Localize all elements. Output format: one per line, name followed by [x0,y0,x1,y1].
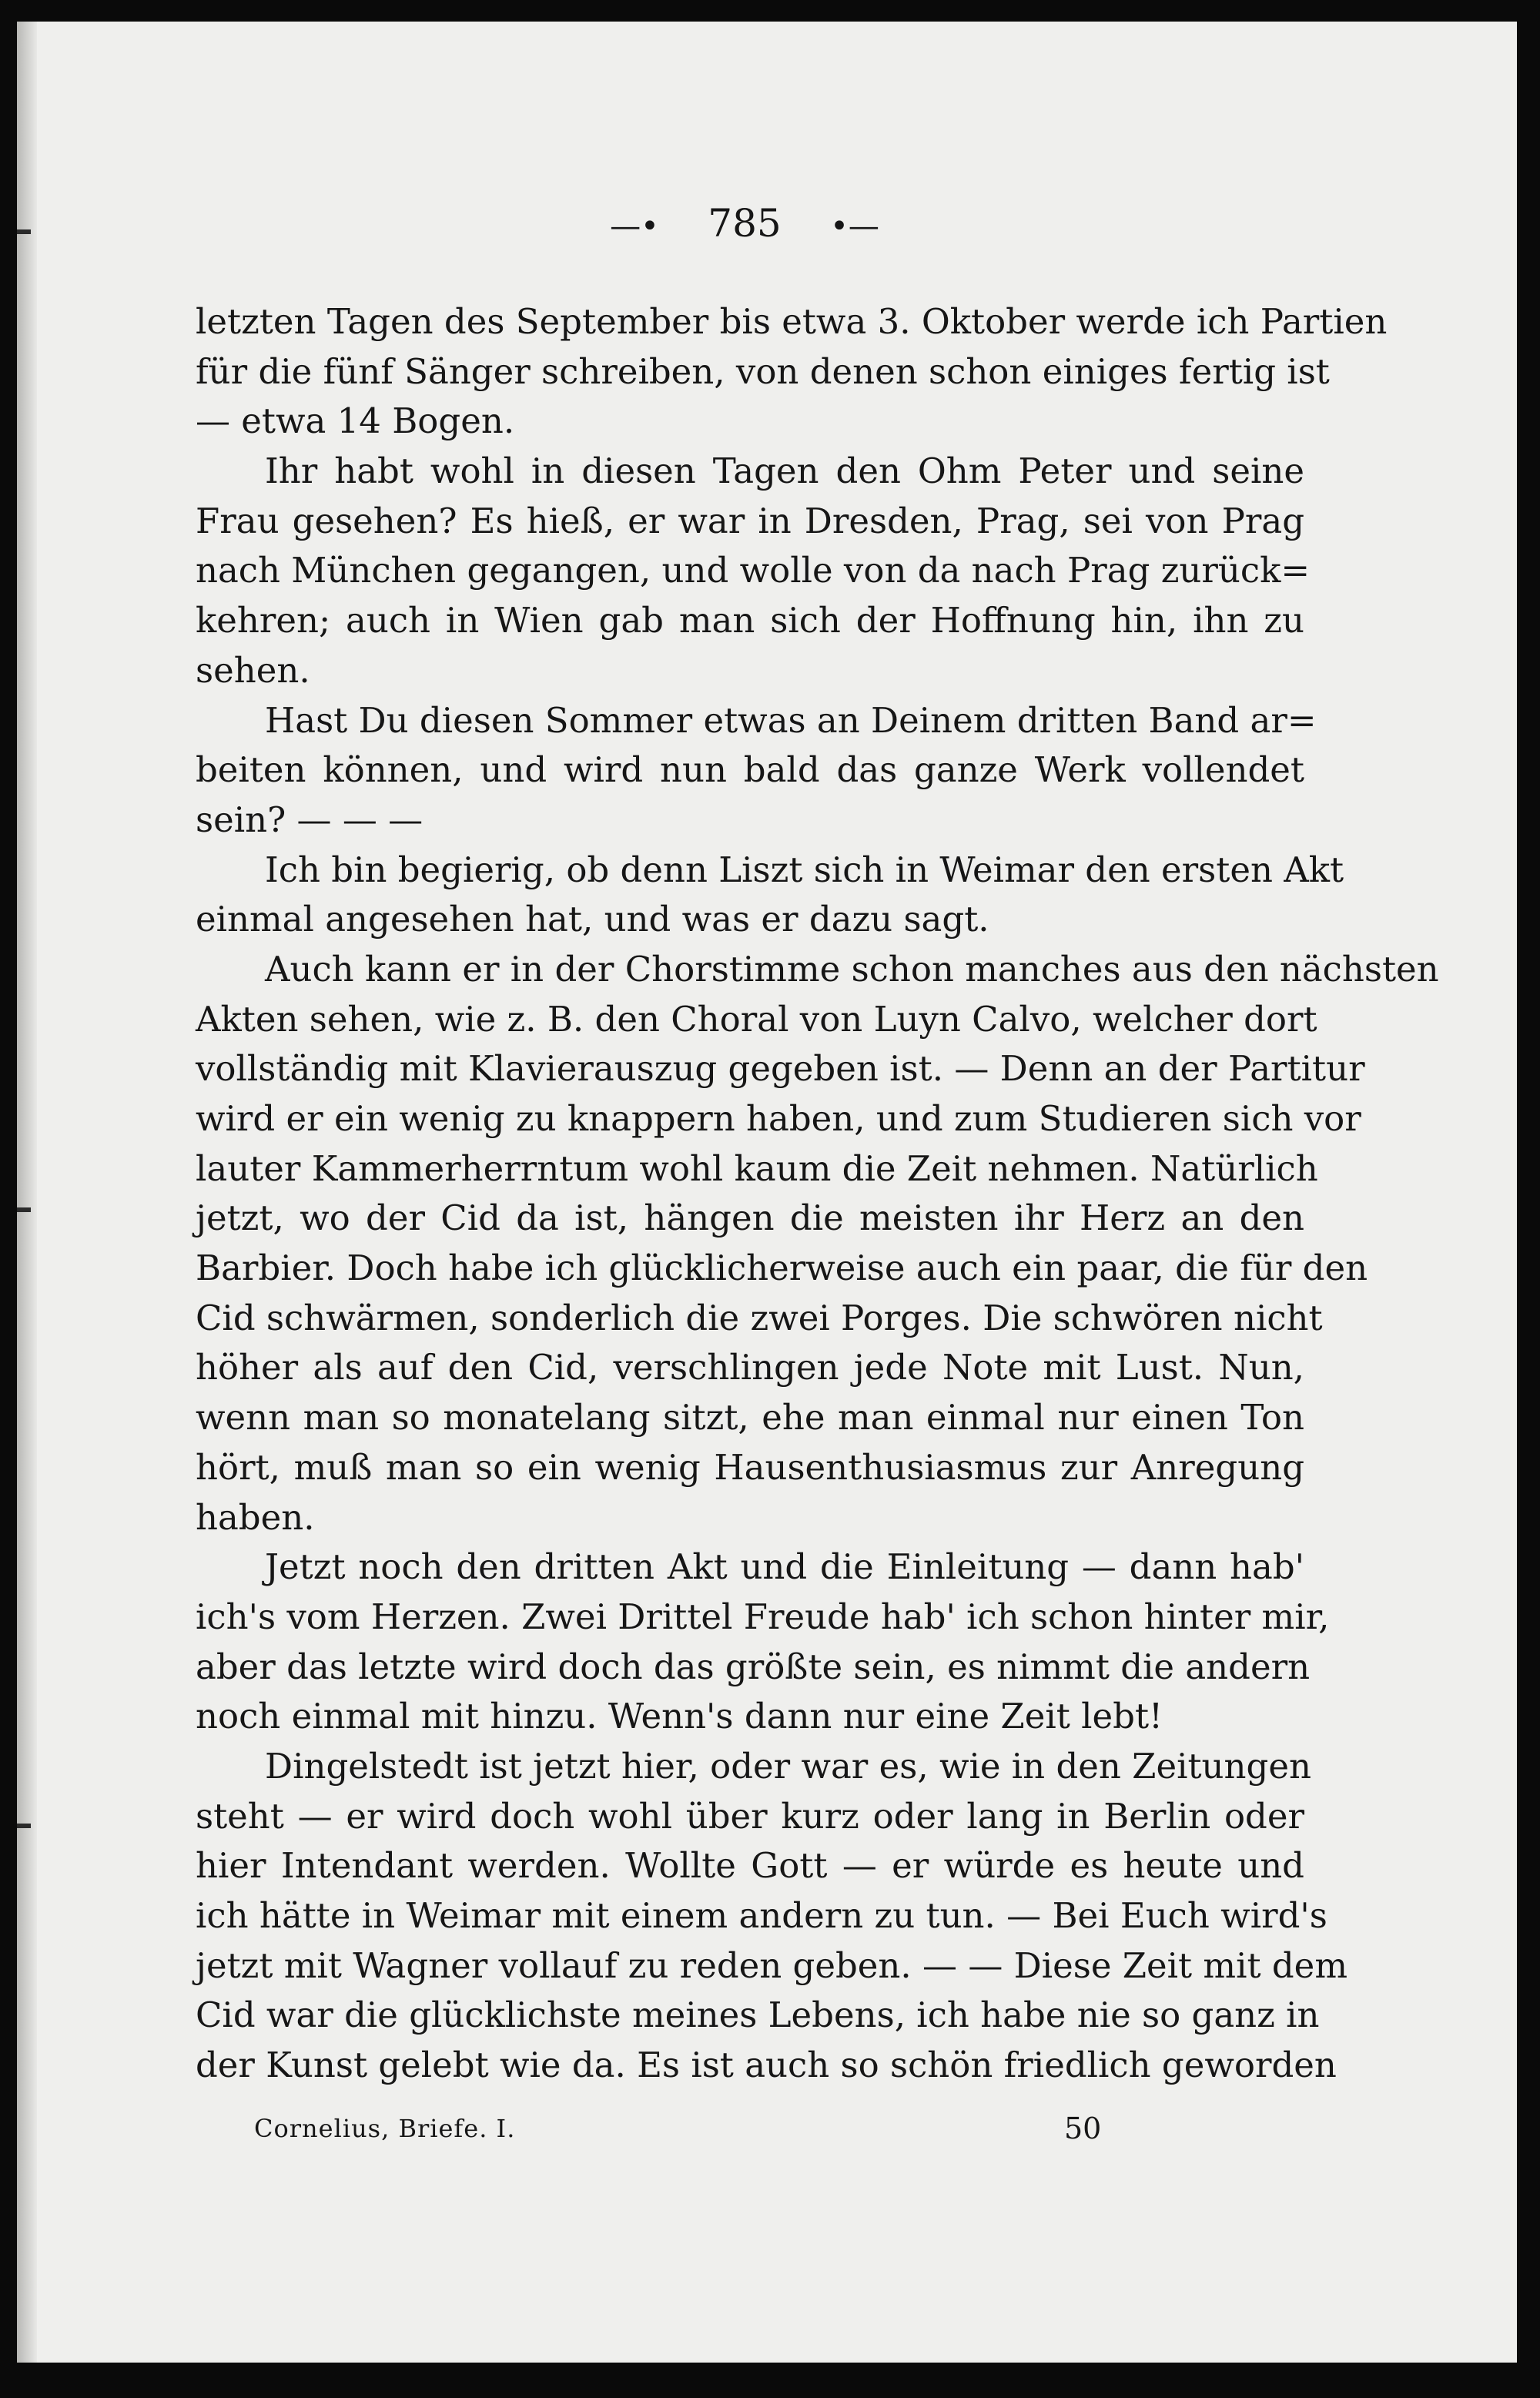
text-line: höher als auf den Cid, verschlingen jede Note mit Lust. Nun, [196,1347,1304,1388]
text-line: nach München gegangen, und wolle von da nach Prag zurück= [196,550,1311,591]
page-spine-shadow [17,22,37,2363]
text-line: Auch kann er in der Chorstimme schon manches aus den nächsten [265,948,1439,990]
text-line: Cid schwärmen, sonderlich die zwei Porges. Die schwören nicht [196,1297,1323,1338]
text-line: Ich bin begierig, ob denn Liszt sich in Weimar den ersten Akt [265,849,1344,890]
letter-text [196,297,1439,2091]
text-line: für die fünf Sänger schreiben, von denen schon einiges fertig ist [196,350,1330,392]
text-line: ich's vom Herzen. Zwei Drittel Freude hab' ich schon hinter mir, [196,1596,1330,1637]
text-line: jetzt, wo der Cid da ist, hängen die meisten ihr Herz an den [196,1197,1304,1239]
text-line: Ihr habt wohl in diesen Tagen den Ohm Peter und seine [265,450,1304,492]
page-number: 785 [708,201,782,246]
text-line: noch einmal mit hinzu. Wenn's dann nur eine Zeit lebt! [196,1696,1163,1737]
text-line: lauter Kammerherrntum wohl kaum die Zeit nehmen. Natürlich [196,1147,1318,1189]
text-line: Hast Du diesen Sommer etwas an Deinem dritten Band ar= [265,699,1317,741]
book-page [17,22,1517,2363]
text-line: letzten Tagen des September bis etwa 3. Oktober werde ich Partien [196,301,1388,342]
page-header [17,200,1472,250]
text-line: der Kunst gelebt wie da. Es ist auch so schön friedlich geworden [196,2045,1337,2086]
text-line: einmal angesehen hat, und was er dazu sagt. [196,899,989,940]
text-line: Cid war die glücklichste meines Lebens, ich habe nie so ganz in [196,1994,1320,2036]
ornament-left: —• [610,209,659,244]
text-line: Frau gesehen? Es hieß, er war in Dresden, Prag, sei von Prag [196,500,1304,541]
binding-mark [17,1207,31,1212]
text-line: wird er ein wenig zu knappern haben, und zum Studieren sich vor [196,1098,1361,1139]
text-line: sein? — — — [196,799,424,840]
binding-mark [17,1824,31,1828]
text-line: aber das letzte wird doch das größte sein, es nimmt die andern [196,1646,1311,1687]
text-line: steht — er wird doch wohl über kurz oder lang in Berlin oder [196,1795,1304,1837]
footer-sheet-number: 50 [1064,2112,1102,2145]
footer-signature: Cornelius, Briefe. I. [254,2114,516,2143]
ornament-right: •— [830,209,879,244]
text-line: sehen. [196,649,310,691]
text-line: Dingelstedt ist jetzt hier, oder war es, wie in den Zeitungen [265,1745,1311,1787]
text-line: vollständig mit Klavierauszug gegeben ist. — Denn an der Partitur [196,1048,1365,1090]
text-line: jetzt mit Wagner vollauf zu reden geben. — — Diese Zeit mit dem [196,1944,1348,1986]
text-line: Akten sehen, wie z. B. den Choral von Luyn Calvo, welcher dort [196,998,1317,1040]
text-line: wenn man so monatelang sitzt, ehe man einmal nur einen Ton [196,1397,1304,1438]
text-line: haben. [196,1496,315,1538]
text-line: kehren; auch in Wien gab man sich der Hoffnung hin, ihn zu [196,600,1304,641]
text-line: hier Intendant werden. Wollte Gott — er würde es heute und [196,1845,1304,1887]
text-line: Barbier. Doch habe ich glücklicherweise auch ein paar, die für den [196,1248,1368,1289]
text-line: Jetzt noch den dritten Akt und die Einleitung — dann hab' [265,1546,1304,1588]
text-line: beiten können, und wird nun bald das ganze Werk vollendet [196,749,1304,791]
text-line: hört, muß man so ein wenig Hausenthusiasmus zur Anregung [196,1446,1304,1488]
text-line: ich hätte in Weimar mit einem andern zu tun. — Bei Euch wird's [196,1895,1327,1936]
text-line: — etwa 14 Bogen. [196,400,515,442]
